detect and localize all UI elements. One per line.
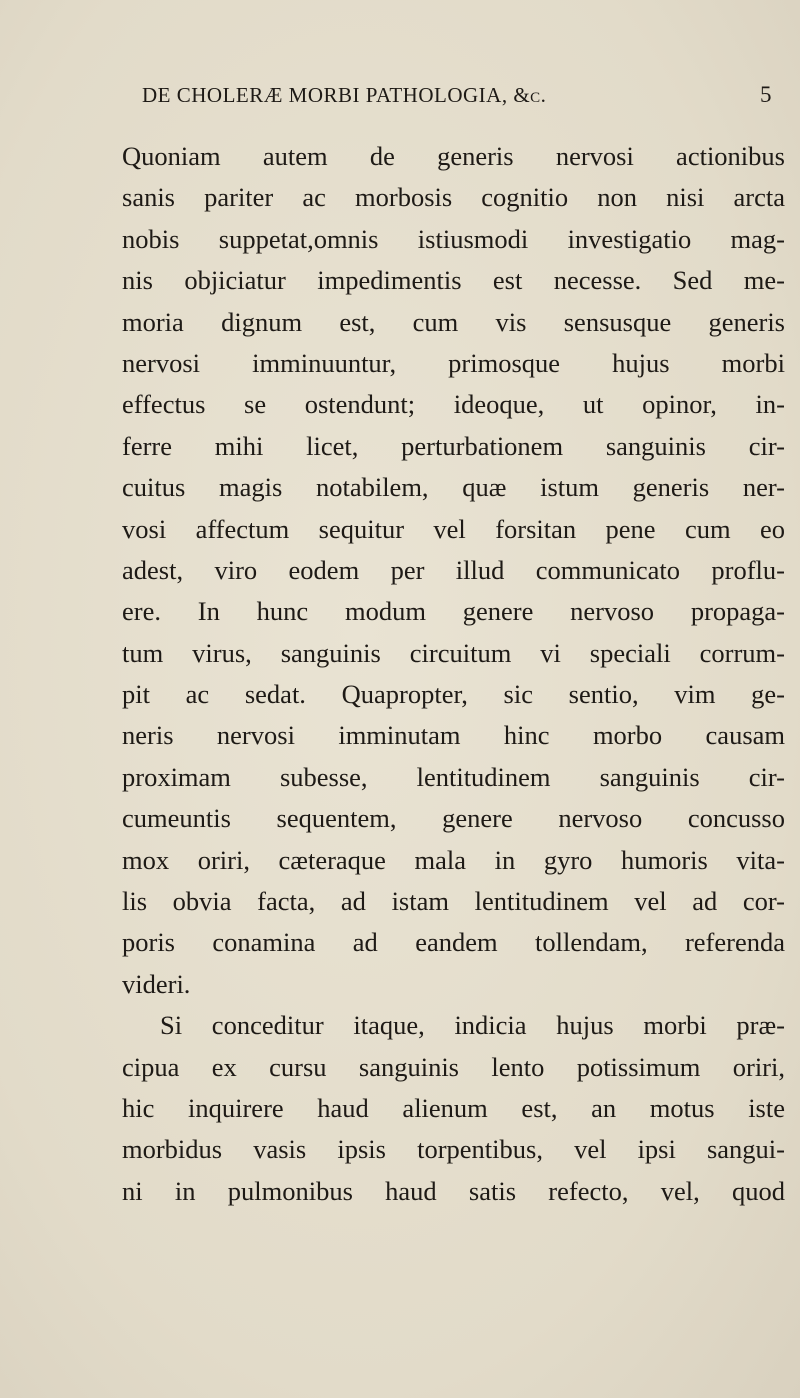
- text-line-content: poris conamina ad eandem tollendam, referenda: [122, 927, 785, 958]
- text-line: [122, 260, 785, 301]
- text-line-content: nis objiciatur impedimentis est necesse. Sed me-: [122, 265, 785, 296]
- text-line: [122, 715, 785, 756]
- text-line-content: proximam subesse, lentitudinem sanguinis cir-: [122, 761, 785, 792]
- text-line-content: videri.: [122, 968, 191, 999]
- text-line: [122, 343, 785, 384]
- text-line: [122, 633, 785, 674]
- text-line-content: vosi affectum sequitur vel forsitan pene cum eo: [122, 513, 785, 544]
- text-line: [122, 384, 785, 425]
- text-line: [122, 509, 785, 550]
- text-line-content: morbidus vasis ipsis torpentibus, vel ipsi sangui-: [122, 1134, 785, 1165]
- text-line: [122, 219, 785, 260]
- text-line: [122, 840, 785, 881]
- text-line-content: pit ac sedat. Quapropter, sic sentio, vim ge-: [122, 679, 785, 710]
- text-line-content: nobis suppetat,omnis istiusmodi investigatio mag-: [122, 223, 785, 254]
- text-line-content: hic inquirere haud alienum est, an motus iste: [122, 1092, 785, 1123]
- text-line-content: cuitus magis notabilem, quæ istum generis ner-: [122, 472, 785, 503]
- text-line: [122, 674, 785, 715]
- text-line: [122, 136, 785, 177]
- text-line: [122, 1005, 785, 1046]
- text-line: [122, 550, 785, 591]
- text-line: [122, 922, 785, 963]
- text-line: [122, 177, 785, 218]
- running-title: DE CHOLERÆ MORBI PATHOLOGIA, &c.: [142, 83, 547, 107]
- text-line: [122, 757, 785, 798]
- text-line-content: cumeuntis sequentem, genere nervoso concusso: [122, 803, 785, 834]
- text-line-content: lis obvia facta, ad istam lentitudinem vel ad cor-: [122, 886, 785, 917]
- page-number: 5: [760, 82, 772, 107]
- text-line-content: moria dignum est, cum vis sensusque generis: [122, 306, 785, 337]
- text-line-content: cipua ex cursu sanguinis lento potissimum oriri,: [122, 1051, 785, 1082]
- body-text: [122, 136, 785, 1212]
- text-line: [122, 426, 785, 467]
- text-line-content: Quoniam autem de generis nervosi actionibus: [122, 141, 785, 171]
- text-line: [122, 881, 785, 922]
- text-line-content: neris nervosi imminutam hinc morbo causam: [122, 720, 785, 751]
- text-line: [122, 1171, 785, 1212]
- text-line: [122, 798, 785, 839]
- text-line: [122, 467, 785, 508]
- text-line-content: ni in pulmonibus haud satis refecto, vel, quod: [122, 1175, 785, 1206]
- text-line-content: mox oriri, cæteraque mala in gyro humoris vita-: [122, 844, 785, 875]
- text-line-content: ere. In hunc modum genere nervoso propaga-: [122, 596, 785, 627]
- text-line-content: tum virus, sanguinis circuitum vi speciali corrum-: [122, 637, 785, 668]
- text-line: [122, 1129, 785, 1170]
- text-line: [122, 591, 785, 632]
- running-header: [142, 82, 772, 116]
- text-line-content: effectus se ostendunt; ideoque, ut opinor, in-: [122, 389, 785, 420]
- text-line-content: Si conceditur itaque, indicia hujus morbi præ-: [160, 1010, 785, 1041]
- text-line-content: adest, viro eodem per illud communicato proflu-: [122, 554, 785, 585]
- text-line-content: ferre mihi licet, perturbationem sanguinis cir-: [122, 430, 785, 461]
- text-line-content: nervosi imminuuntur, primosque hujus morbi: [122, 347, 785, 378]
- text-line: [122, 1088, 785, 1129]
- text-line: [122, 964, 785, 1005]
- text-line-content: sanis pariter ac morbosis cognitio non nisi arcta: [122, 182, 785, 213]
- text-line: [122, 1047, 785, 1088]
- text-line: [122, 302, 785, 343]
